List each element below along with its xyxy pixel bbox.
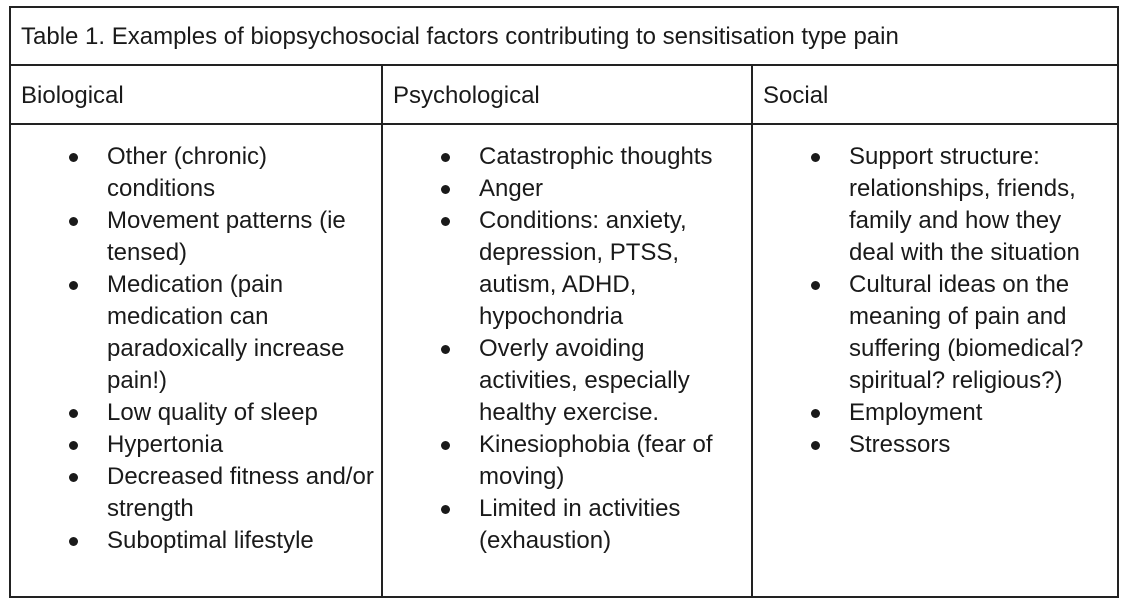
- bullet-icon: [441, 345, 450, 354]
- list-item: [753, 141, 1117, 269]
- bullet-icon: [811, 409, 820, 418]
- list-item-text: Catastrophic thoughts: [479, 143, 713, 170]
- biological-list: [11, 125, 381, 557]
- list-item: [383, 205, 751, 333]
- table-header-row: [11, 66, 1117, 125]
- bullet-icon: [69, 441, 78, 450]
- list-item: [753, 269, 1117, 397]
- list-item-text: Stressors: [849, 431, 951, 458]
- social-list: [753, 125, 1117, 461]
- list-item-text: Overly avoiding activities, especially healthy exercise.: [479, 335, 690, 426]
- bullet-icon: [811, 281, 820, 290]
- list-item: [383, 333, 751, 429]
- list-item-text: Suboptimal lifestyle: [107, 527, 314, 554]
- header-social: Social: [751, 66, 1117, 123]
- list-item: [383, 141, 751, 173]
- bullet-icon: [441, 217, 450, 226]
- cell-social: [751, 125, 1117, 596]
- list-item: [11, 269, 381, 397]
- list-item-text: Medication (pain medication can paradoxically increase pain!): [107, 271, 345, 394]
- list-item-text: Other (chronic) conditions: [107, 143, 268, 202]
- list-item: [383, 493, 751, 557]
- table-body-row: [11, 125, 1117, 596]
- bullet-icon: [441, 505, 450, 514]
- bullet-icon: [69, 537, 78, 546]
- cell-psychological: [381, 125, 751, 596]
- bullet-icon: [811, 153, 820, 162]
- list-item: [753, 397, 1117, 429]
- list-item: [11, 397, 381, 429]
- list-item: [11, 525, 381, 557]
- bullet-icon: [69, 409, 78, 418]
- list-item: [383, 429, 751, 493]
- bullet-icon: [69, 217, 78, 226]
- list-item: [11, 141, 381, 205]
- list-item-text: Employment: [849, 399, 983, 426]
- list-item-text: Support structure: relationships, friends, family and how they deal with the situation: [849, 143, 1080, 266]
- bullet-icon: [441, 441, 450, 450]
- list-item-text: Limited in activities (exhaustion): [479, 495, 681, 554]
- factors-table: [9, 6, 1119, 598]
- list-item-text: Decreased fitness and/or strength: [107, 463, 374, 522]
- list-item-text: Conditions: anxiety, depression, PTSS, autism, ADHD, hypochondria: [479, 207, 687, 330]
- bullet-icon: [441, 185, 450, 194]
- list-item-text: Cultural ideas on the meaning of pain and suffering (biomedical? spiritual? religious?): [849, 271, 1084, 394]
- table-title: Table 1. Examples of biopsychosocial factors contributing to sensitisation type pain: [11, 8, 1117, 66]
- header-biological: Biological: [21, 82, 124, 109]
- bullet-icon: [441, 153, 450, 162]
- list-item-text: Low quality of sleep: [107, 399, 318, 426]
- psychological-list: [383, 125, 751, 557]
- list-item: [11, 461, 381, 525]
- list-item: [383, 173, 751, 205]
- list-item: [11, 205, 381, 269]
- list-item-text: Anger: [479, 175, 544, 202]
- cell-biological: [11, 125, 381, 596]
- list-item-text: Movement patterns (ie tensed): [107, 207, 346, 266]
- bullet-icon: [69, 473, 78, 482]
- list-item: [753, 429, 1117, 461]
- list-item-text: Hypertonia: [107, 431, 224, 458]
- bullet-icon: [811, 441, 820, 450]
- header-psychological: Psychological: [381, 66, 751, 123]
- list-item-text: Kinesiophobia (fear of moving): [479, 431, 713, 490]
- bullet-icon: [69, 281, 78, 290]
- list-item: [11, 429, 381, 461]
- bullet-icon: [69, 153, 78, 162]
